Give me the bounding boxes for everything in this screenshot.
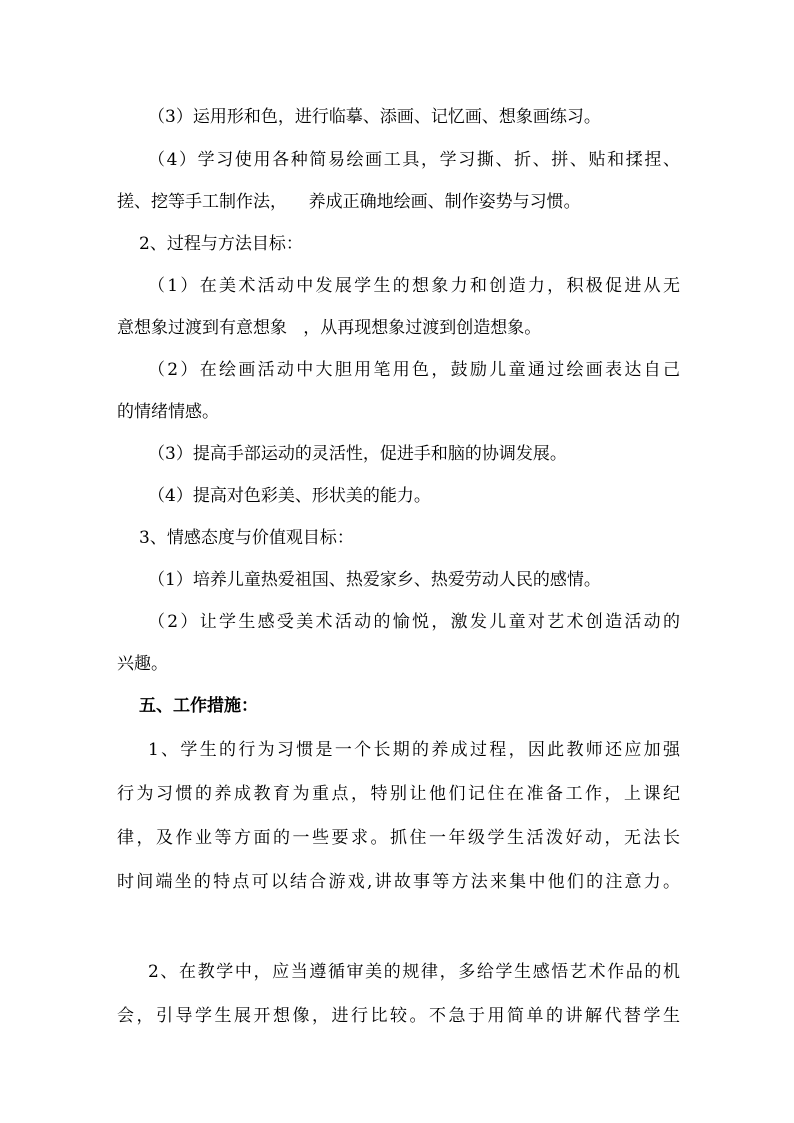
paragraph-line-21: 会，引导学生展开想像，进行比较。不急于用简单的讲解代替学生 bbox=[117, 1006, 680, 1026]
paragraph-line-1: （3）运用形和色，进行临摹、添画、记忆画、想象画练习。 bbox=[148, 107, 601, 127]
paragraph-line-18: 律，及作业等方面的一些要求。抓住一年级学生活泼好动，无法长 bbox=[117, 828, 680, 848]
paragraph-line-17: 行为习惯的养成教育为重点，特别让他们记住在准备工作，上课纪 bbox=[117, 784, 680, 804]
paragraph-line-19: 时间端坐的特点可以结合游戏,讲故事等方法来集中他们的注意力。 bbox=[117, 872, 680, 892]
paragraph-line-16: 1、学生的行为习惯是一个长期的养成过程，因此教师还应加强 bbox=[148, 740, 680, 760]
paragraph-line-8: 的情绪情感。 bbox=[117, 402, 219, 422]
paragraph-line-12: （1）培养儿童热爱祖国、热爱家乡、热爱劳动人民的感情。 bbox=[148, 570, 601, 590]
paragraph-line-14: 兴趣。 bbox=[117, 654, 168, 674]
paragraph-line-9: （3）提高手部运动的灵活性，促进手和脑的协调发展。 bbox=[148, 444, 567, 464]
section-heading-emotion-values: 3、情感态度与价值观目标： bbox=[139, 528, 354, 548]
paragraph-line-3: 搓、挖等手工制作法， 养成正确地绘画、制作姿势与习惯。 bbox=[117, 192, 581, 212]
paragraph-line-7: （2）在绘画活动中大胆用笔用色，鼓励儿童通过绘画表达自己 bbox=[148, 360, 680, 380]
paragraph-line-5: （1）在美术活动中发展学生的想象力和创造力，积极促进从无 bbox=[148, 276, 680, 296]
paragraph-line-2: （4）学习使用各种简易绘画工具，学习撕、折、拼、贴和揉捏、 bbox=[148, 150, 680, 170]
section-heading-process-method: 2、过程与方法目标： bbox=[139, 234, 303, 254]
paragraph-line-20: 2、在教学中，应当遵循审美的规律，多给学生感悟艺术作品的机 bbox=[148, 962, 680, 982]
paragraph-line-6: 意想象过渡到有意想象 ，从再现想象过渡到创造想象。 bbox=[117, 318, 542, 338]
section-heading-work-measures: 五、工作措施： bbox=[139, 696, 258, 716]
paragraph-line-10: （4）提高对色彩美、形状美的能力。 bbox=[148, 486, 431, 506]
paragraph-line-13: （2）让学生感受美术活动的愉悦，激发儿童对艺术创造活动的 bbox=[148, 612, 680, 632]
